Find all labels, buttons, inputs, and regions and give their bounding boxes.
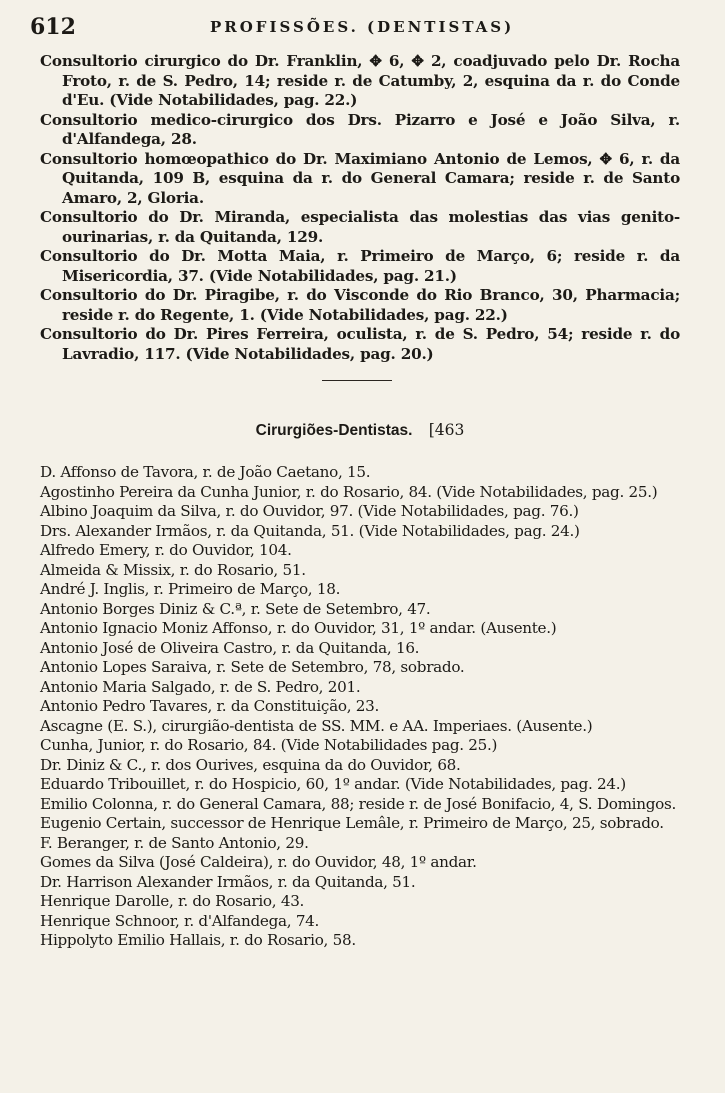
list-item: Eduardo Tribouillet, r. do Hospicio, 60, 1º andar. (Vide Notabilidades, pag. 24.): [40, 775, 626, 793]
list-item: Consultorio do Dr. Motta Maia, r. Primeiro de Março, 6; reside r. da Misericordia, 37. (Vide Notabilidades, pag. 21.): [40, 247, 680, 285]
list-item: Consultorio do Dr. Piragibe, r. do Visconde do Rio Branco, 30, Pharmacia; reside r. do Regente, 1. (Vide Notabilidades, pag. 22.): [40, 286, 680, 324]
running-head: PROFISSÕES. (DENTISTAS): [210, 18, 515, 36]
page-number: 612: [30, 14, 76, 40]
list-item: Consultorio do Dr. Miranda, especialista das molestias das vias genito-ourinarias, r. da Quitanda, 129.: [40, 208, 680, 246]
list-item: Antonio José de Oliveira Castro, r. da Quitanda, 16.: [40, 638, 420, 657]
list-item: Albino Joaquim da Silva, r. do Ouvidor, 97. (Vide Notabilidades, pag. 76.): [40, 502, 579, 520]
list-item: Antonio Ignacio Moniz Affonso, r. do Ouvidor, 31, 1º andar. (Ausente.): [40, 619, 557, 637]
list-item: Cunha, Junior, r. do Rosario, 84. (Vide Notabilidades pag. 25.): [40, 736, 498, 754]
list-item: Antonio Maria Salgado, r. de S. Pedro, 201.: [40, 677, 361, 696]
list-item: Consultorio do Dr. Pires Ferreira, oculista, r. de S. Pedro, 54; reside r. do Lavradio, 117. (Vide Notabilidades, pag. 20.): [40, 325, 680, 363]
section-divider: [322, 380, 392, 381]
list-item: Henrique Schnoor, r. d'Alfandega, 74.: [40, 911, 320, 930]
list-item: Antonio Lopes Saraiva, r. Sete de Setembro, 78, sobrado.: [40, 658, 465, 676]
list-item: Hippolyto Emilio Hallais, r. do Rosario, 58.: [40, 931, 356, 949]
list-item: Gomes da Silva (José Caldeira), r. do Ouvidor, 48, 1º andar.: [40, 853, 477, 871]
list-item: Henrique Darolle, r. do Rosario, 43.: [40, 892, 305, 910]
page-header: [30, 14, 690, 40]
list-item: Emilio Colonna, r. do General Camara, 88; reside r. de José Bonifacio, 4, S. Domingos.: [40, 794, 676, 813]
list-item: Agostinho Pereira da Cunha Junior, r. do Rosario, 84. (Vide Notabilidades, pag. 25.): [40, 482, 658, 501]
section-code: [463: [428, 421, 465, 439]
list-item: Dr. Diniz & C., r. dos Ourives, esquina da do Ouvidor, 68.: [40, 755, 461, 774]
list-item: Consultorio medico-cirurgico dos Drs. Pizarro e José e João Silva, r. d'Alfandega, 28.: [40, 110, 680, 148]
list-item: Consultorio cirurgico do Dr. Franklin, ✥ 6, ✥ 2, coadjuvado pelo Dr. Rocha Froto, r. de S. Pedro, 14; reside r. de Catumby, 2, esquina da r. do Conde d'Eu. (Vide Notabilidades, pag. 22.): [40, 52, 680, 109]
section-heading: [40, 421, 680, 440]
list-item: Ascagne (E. S.), cirurgião-dentista de SS. MM. e AA. Imperiaes. (Ausente.): [40, 716, 593, 735]
list-item: F. Beranger, r. de Santo Antonio, 29.: [40, 833, 309, 852]
list-item: Dr. Harrison Alexander Irmãos, r. da Quitanda, 51.: [40, 872, 416, 891]
list-item: Alfredo Emery, r. do Ouvidor, 104.: [40, 541, 292, 559]
list-item: Antonio Pedro Tavares, r. da Constituição, 23.: [40, 697, 380, 715]
list-item: Almeida & Missix, r. do Rosario, 51.: [40, 560, 306, 579]
list-item: Drs. Alexander Irmãos, r. da Quitanda, 51. (Vide Notabilidades, pag. 24.): [40, 521, 580, 540]
list-item: André J. Inglis, r. Primeiro de Março, 18.: [40, 580, 341, 598]
list-item: Eugenio Certain, successor de Henrique Lemâle, r. Primeiro de Março, 25, sobrado.: [40, 814, 664, 832]
list-item: Antonio Borges Diniz & C.ª, r. Sete de Setembro, 47.: [40, 599, 431, 618]
consultorios-list: [40, 52, 680, 364]
list-item: Consultorio homœopathico do Dr. Maximiano Antonio de Lemos, ✥ 6, r. da Quitanda, 109 B, esquina da r. do General Camara; reside r. de Santo Amaro, 2, Gloria.: [40, 149, 680, 207]
dentistas-list: [40, 463, 680, 951]
section-title: Cirurgiões-Dentistas.: [255, 422, 413, 439]
list-item: D. Affonso de Tavora, r. de João Caetano, 15.: [40, 463, 371, 481]
